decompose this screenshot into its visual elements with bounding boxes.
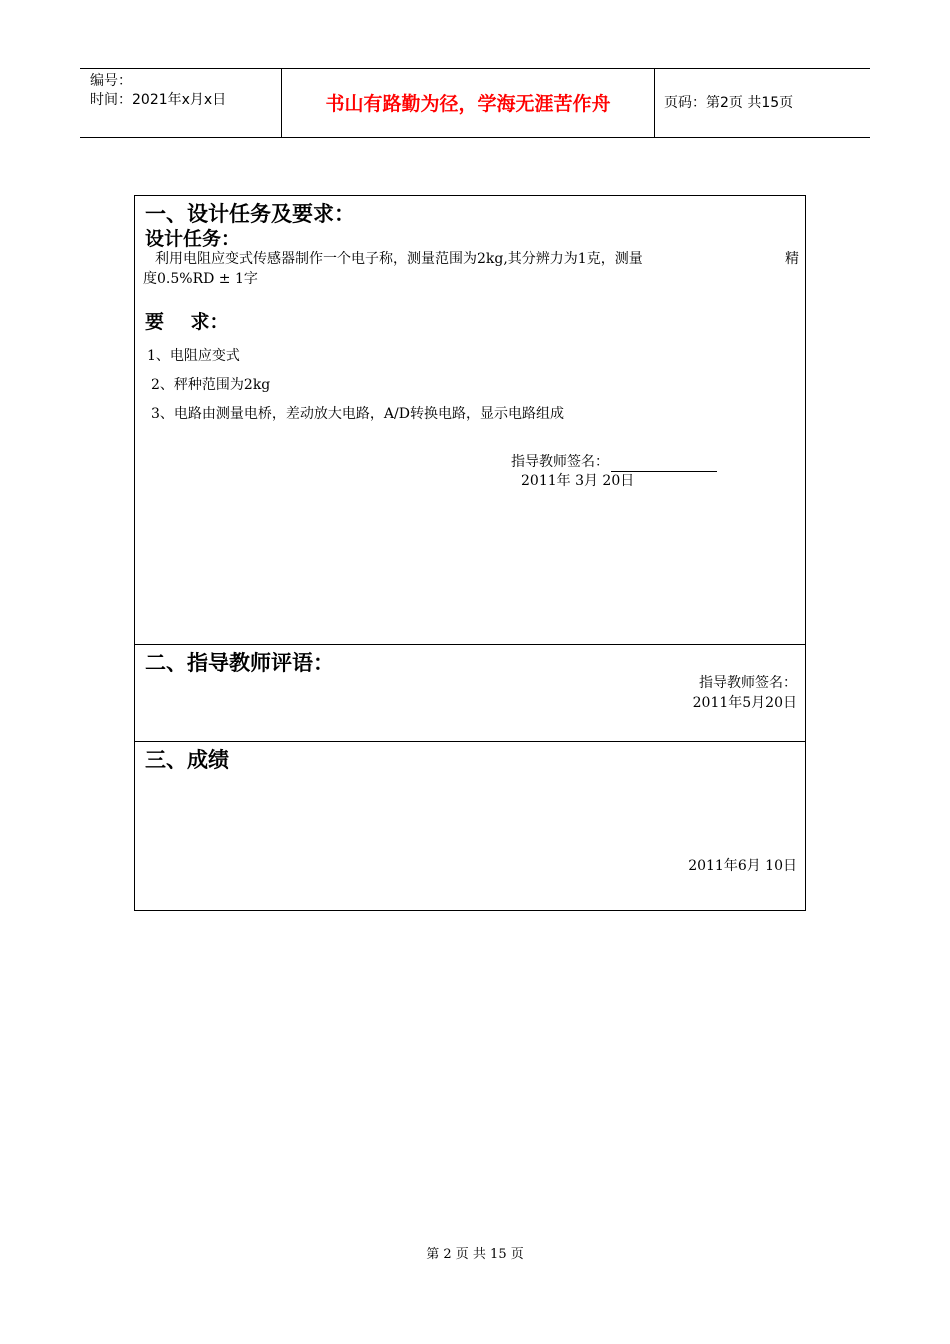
task-description-text-end: 精 [785, 251, 799, 267]
requirements-subtitle: 要 求： [145, 311, 229, 333]
requirement-item: 1、电阻应变式 [147, 348, 240, 364]
section-divider [135, 741, 805, 742]
document-number-label: 编号： [90, 73, 132, 89]
page-footer: 第 2 页 共 15 页 [426, 1247, 524, 1262]
section-3-title: 三、成绩 [145, 748, 229, 772]
task-description-line-1 [155, 249, 799, 269]
section-2-title: 二、指导教师评语： [145, 651, 334, 675]
task-description-line-2: 度0.5%RD ± 1字 [143, 271, 258, 287]
task-subtitle: 设计任务： [145, 228, 241, 250]
grade-date: 2011年6月 10日 [688, 858, 797, 874]
design-task-form [134, 195, 806, 911]
teacher-signature-label: 指导教师签名： [699, 675, 797, 691]
task-date: 2011年 3月 20日 [521, 473, 635, 489]
teacher-signature-field [511, 452, 717, 472]
task-description-text: 利用电阻应变式传感器制作一个电子称，测量范围为2kg,其分辨力为1克，测量 [155, 251, 643, 267]
header-motto: 书山有路勤为径，学海无涯苦作舟 [325, 93, 611, 115]
signature-line [611, 457, 717, 472]
header-page-number: 页码：第2页 共15页 [664, 95, 794, 111]
document-header [80, 68, 870, 138]
header-divider [654, 69, 655, 137]
teacher-signature-label: 指导教师签名： [511, 454, 609, 470]
document-time-label: 时间：2021年x月x日 [90, 92, 227, 108]
section-1-title: 一、设计任务及要求： [145, 202, 355, 226]
comment-date: 2011年5月20日 [692, 695, 797, 711]
requirement-item: 2、秤种范围为2kg [151, 377, 271, 393]
section-divider [135, 644, 805, 645]
requirement-item: 3、电路由测量电桥，差动放大电路，A/D转换电路，显示电路组成 [151, 406, 564, 422]
header-meta [90, 72, 226, 110]
